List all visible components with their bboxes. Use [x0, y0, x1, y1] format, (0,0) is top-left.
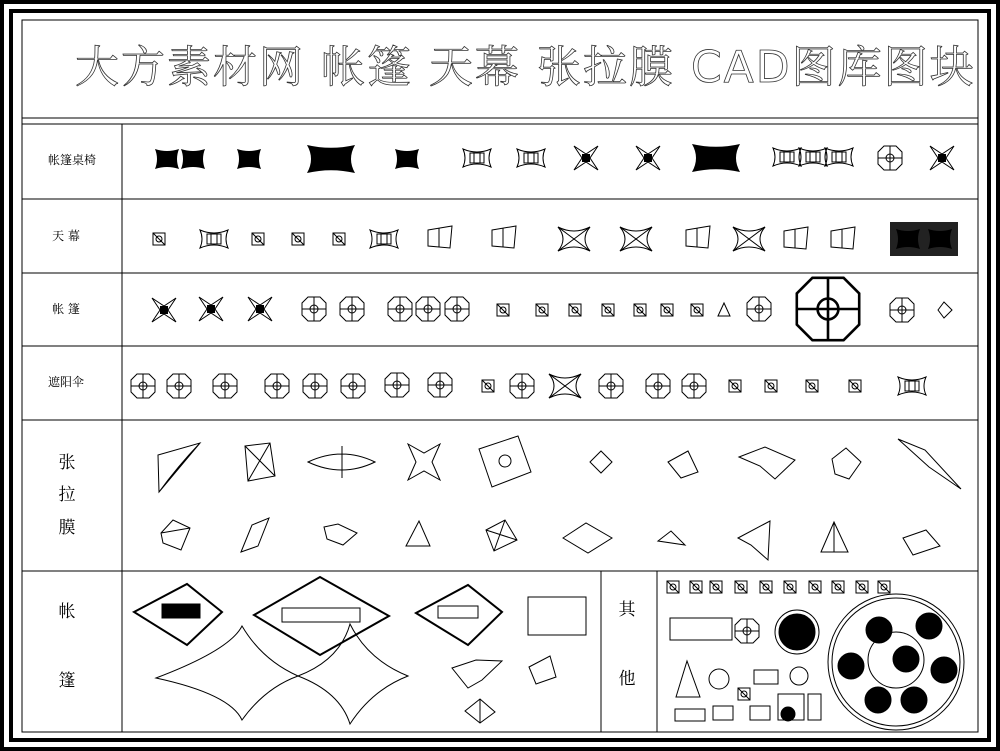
row-label-bigtent-char-2: 篷 [58, 671, 76, 691]
sheet-title: 大方素材网 帐篷 天幕 张拉膜 CAD图库图块 [75, 42, 976, 93]
other-label-char-2: 他 [618, 669, 636, 689]
other-label-char-1: 其 [618, 600, 636, 620]
row-label-canopy: 天 幕 [52, 229, 80, 243]
row-label-tent: 帐 篷 [52, 302, 80, 316]
row-label-membrane-char-3: 膜 [58, 518, 76, 538]
row-label-umbrella: 遮阳伞 [47, 375, 85, 389]
row-label-tent-furniture: 帐篷桌椅 [47, 153, 97, 167]
row-label-bigtent-char-1: 帐 [58, 602, 76, 622]
row-label-membrane-char-2: 拉 [58, 485, 76, 505]
row-label-membrane-char-1: 张 [58, 453, 76, 473]
outer-frame [2, 2, 998, 749]
